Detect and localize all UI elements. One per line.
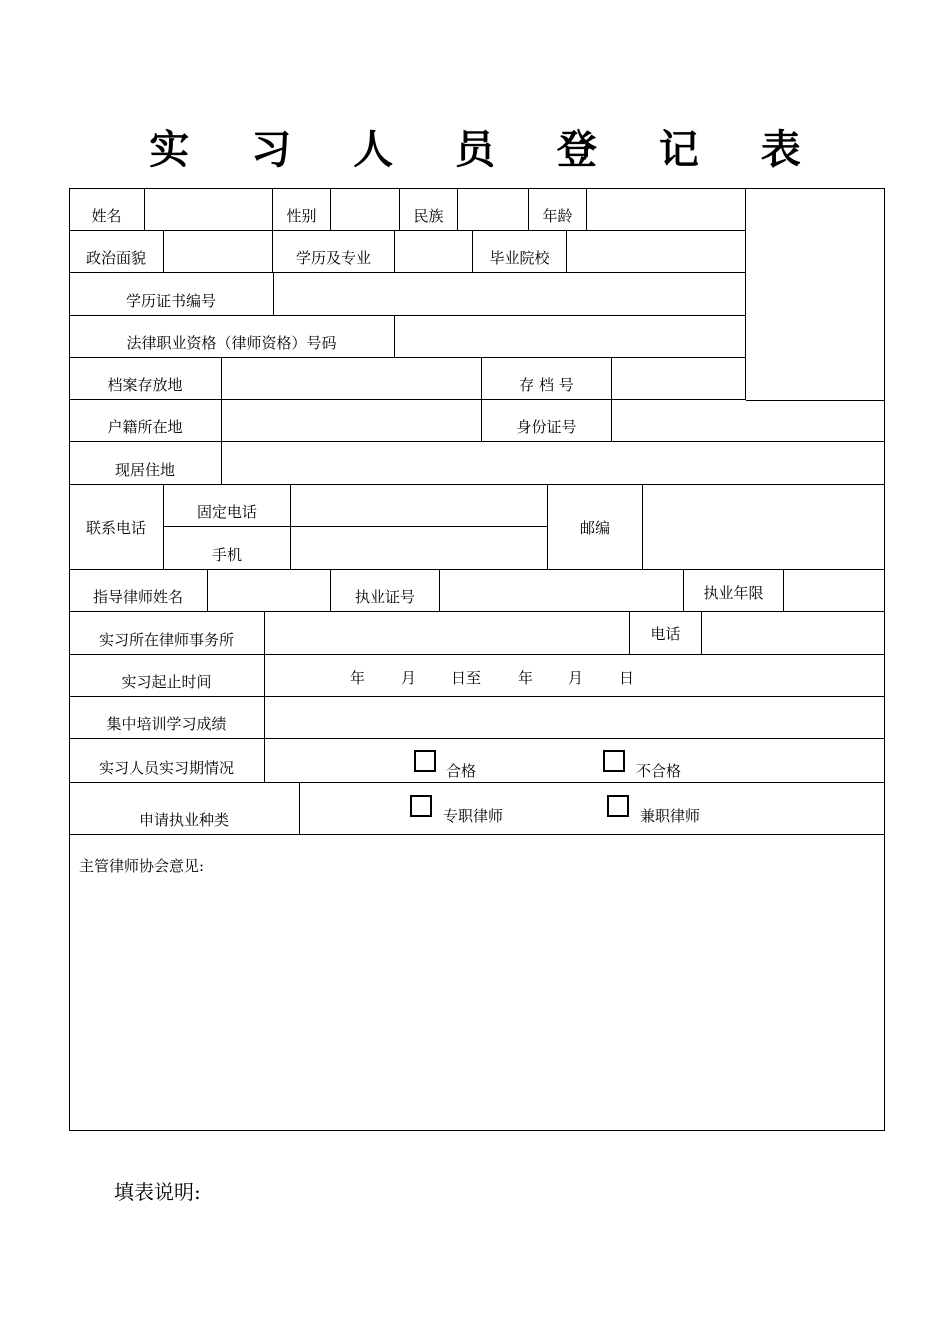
label-license-no: 执业证号 xyxy=(331,570,440,612)
label-archive-no: 存 档 号 xyxy=(482,358,612,400)
checkbox-fulltime[interactable] xyxy=(410,795,432,817)
field-license-no[interactable] xyxy=(440,570,684,612)
label-landline: 固定电话 xyxy=(164,485,291,527)
label-gender: 性别 xyxy=(273,188,331,231)
option-parttime-label: 兼职律师 xyxy=(640,807,701,825)
field-political[interactable] xyxy=(164,231,273,273)
field-household[interactable] xyxy=(222,400,482,442)
option-pass-label: 合格 xyxy=(446,762,477,780)
field-firm[interactable] xyxy=(265,612,630,655)
label-age: 年龄 xyxy=(529,188,587,231)
field-status xyxy=(265,739,885,783)
checkbox-fail[interactable] xyxy=(603,750,625,772)
opinion-area[interactable] xyxy=(69,835,885,1131)
field-qualification-no[interactable] xyxy=(395,316,746,358)
field-archive-location[interactable] xyxy=(222,358,482,400)
label-residence: 现居住地 xyxy=(69,442,222,485)
date-month-end: 月 xyxy=(568,669,584,687)
label-school: 毕业院校 xyxy=(473,231,567,273)
date-day-to: 日至 xyxy=(451,669,482,687)
label-practice-years: 执业年限 xyxy=(684,570,784,612)
checkbox-pass[interactable] xyxy=(414,750,436,772)
label-status: 实习人员实习期情况 xyxy=(69,739,265,783)
photo-area xyxy=(746,188,885,401)
notes-heading: 填表说明: xyxy=(114,1180,201,1204)
field-apply-type xyxy=(300,783,885,835)
field-id-no[interactable] xyxy=(612,400,885,442)
opinion-label: 主管律师协会意见: xyxy=(79,857,205,875)
field-gender[interactable] xyxy=(331,188,400,231)
field-training[interactable] xyxy=(265,697,885,739)
date-day-end: 日 xyxy=(619,669,635,687)
label-training: 集中培训学习成绩 xyxy=(69,697,265,739)
date-month-start: 月 xyxy=(401,669,417,687)
registration-table xyxy=(69,188,885,1131)
option-fail-label: 不合格 xyxy=(636,762,682,780)
form-title: 实 习 人 员 登 记 表 xyxy=(149,127,825,173)
field-school[interactable] xyxy=(567,231,746,273)
field-landline[interactable] xyxy=(291,485,548,527)
checkbox-parttime[interactable] xyxy=(607,795,629,817)
label-period: 实习起止时间 xyxy=(69,655,265,697)
label-id-no: 身份证号 xyxy=(482,400,612,442)
label-mentor-name: 指导律师姓名 xyxy=(69,570,208,612)
label-postcode: 邮编 xyxy=(548,485,643,570)
label-contact: 联系电话 xyxy=(69,485,164,570)
date-year-start: 年 xyxy=(350,669,366,687)
label-mobile: 手机 xyxy=(164,527,291,570)
field-name[interactable] xyxy=(145,188,273,231)
label-apply-type: 申请执业种类 xyxy=(69,783,300,835)
field-mobile[interactable] xyxy=(291,527,548,570)
label-political: 政治面貌 xyxy=(69,231,164,273)
field-ethnicity[interactable] xyxy=(458,188,529,231)
label-firm: 实习所在律师事务所 xyxy=(69,612,265,655)
field-education-major[interactable] xyxy=(395,231,473,273)
field-residence[interactable] xyxy=(222,442,885,485)
field-age[interactable] xyxy=(587,188,746,231)
option-fulltime-label: 专职律师 xyxy=(443,807,504,825)
field-postcode[interactable] xyxy=(643,485,885,570)
label-diploma-no: 学历证书编号 xyxy=(69,273,274,316)
label-ethnicity: 民族 xyxy=(400,188,458,231)
field-diploma-no[interactable] xyxy=(274,273,746,316)
label-name: 姓名 xyxy=(69,188,145,231)
date-year-end: 年 xyxy=(518,669,534,687)
field-period[interactable] xyxy=(265,655,885,697)
label-archive-location: 档案存放地 xyxy=(69,358,222,400)
field-phone[interactable] xyxy=(702,612,885,655)
field-practice-years[interactable] xyxy=(784,570,885,612)
field-mentor-name[interactable] xyxy=(208,570,331,612)
field-archive-no[interactable] xyxy=(612,358,746,400)
label-household: 户籍所在地 xyxy=(69,400,222,442)
label-phone: 电话 xyxy=(630,612,702,655)
label-qualification-no: 法律职业资格（律师资格）号码 xyxy=(69,316,395,358)
label-education-major: 学历及专业 xyxy=(273,231,395,273)
